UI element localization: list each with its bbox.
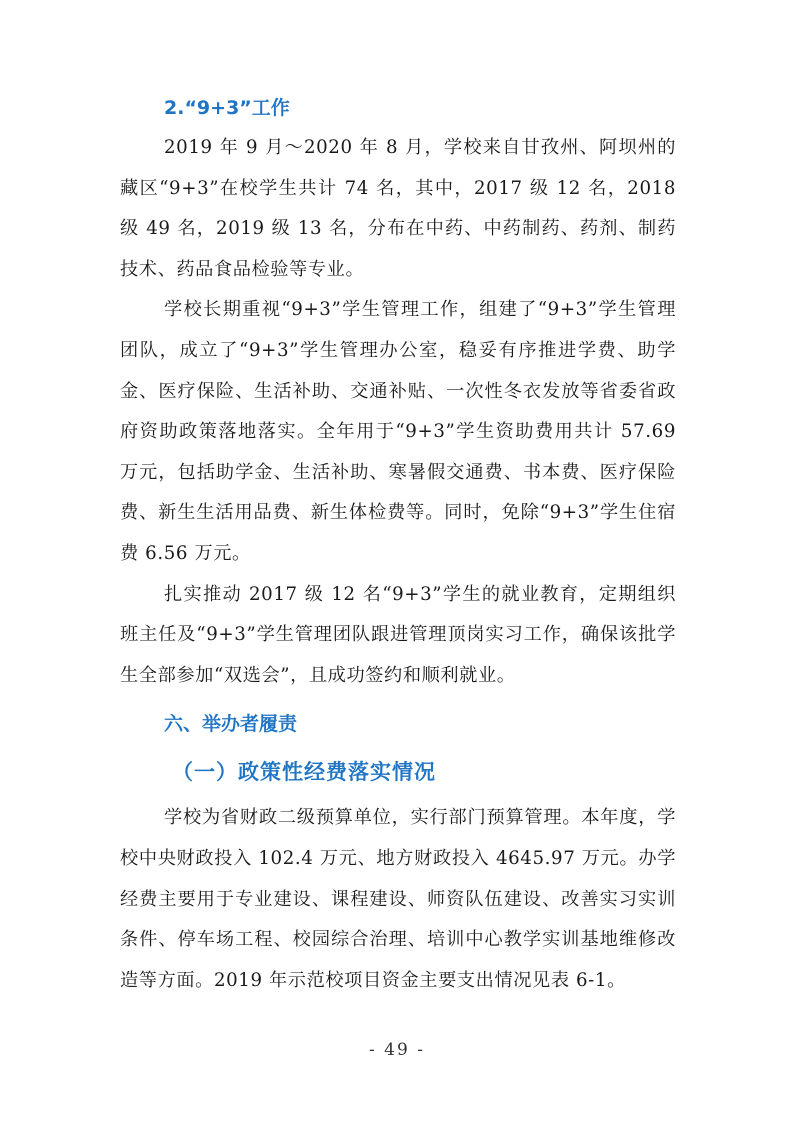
paragraph: 2019 年 9 月～2020 年 8 月，学校来自甘孜州、阿坝州的藏区“9+3”在校学生共计 74 名，其中，2017 级 12 名，2018 级 49 名，2019 级 13 名，分布在中药、中药制药、药剂、制药技术、药品食品检验等专业。 [120,137,676,280]
paragraph: 扎实推动 2017 级 12 名“9+3”学生的就业教育，定期组织班主任及“9+3”学生管理团队跟进管理顶岗实习工作，确保该批学生全部参加“双选会”，且成功签约和顺利就业。 [120,583,676,686]
paragraph: 学校为省财政二级预算单位，实行部门预算管理。本年度，学校中央财政投入 102.4 万元、地方财政投入 4645.97 万元。办学经费主要用于专业建设、课程建设、师资队伍建设、改善实习实训条件、停车场工程、校园综合治理、培训中心教学实训基地维修改造等方面。2019 年示范校项目资金主要支出情况见表 6-1。 [120,807,676,991]
paragraph: 学校长期重视“9+3”学生管理工作，组建了“9+3”学生管理团队，成立了“9+3”学生管理办公室，稳妥有序推进学费、助学金、医疗保险、生活补助、交通补贴、一次性冬衣发放等省委省政府资助政策落地落实。全年用于“9+3”学生资助费用共计 57.69 万元，包括助学金、生活补助、寒暑假交通费、书本费、医疗保险费、新生生活用品费、新生体检费等。同时，免除“9+3”学生住宿费 6.56 万元。 [120,299,676,564]
subsection-heading: （一）政策性经费落实情况 [172,759,436,785]
section-heading: 2.“9+3”工作 [164,97,290,119]
page-number: - 49 - [369,1040,425,1060]
page-content [120,88,676,1001]
chapter-heading: 六、举办者履责 [164,713,298,736]
